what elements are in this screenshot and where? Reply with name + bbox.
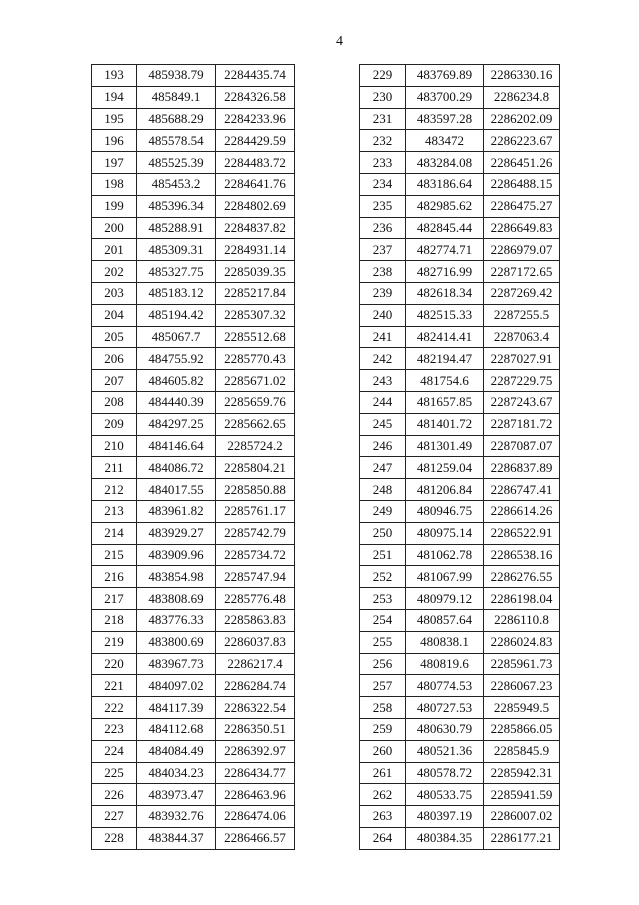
x-coordinate-cell: 481206.84 bbox=[406, 479, 484, 501]
table-row bbox=[92, 195, 295, 217]
point-number-cell: 259 bbox=[360, 718, 406, 740]
point-number-cell: 225 bbox=[92, 762, 137, 784]
point-number-cell: 226 bbox=[92, 784, 137, 806]
y-coordinate-cell: 2286475.27 bbox=[484, 195, 560, 217]
y-coordinate-cell: 2284641.76 bbox=[216, 173, 295, 195]
table-row bbox=[92, 217, 295, 239]
table-row bbox=[360, 391, 560, 413]
point-number-cell: 219 bbox=[92, 631, 137, 653]
table-row bbox=[360, 86, 560, 108]
table-row bbox=[92, 827, 295, 849]
y-coordinate-cell: 2284326.58 bbox=[216, 86, 295, 108]
x-coordinate-cell: 485327.75 bbox=[137, 261, 216, 283]
table-row bbox=[360, 413, 560, 435]
coordinates-table-left bbox=[91, 64, 295, 850]
point-number-cell: 196 bbox=[92, 130, 137, 152]
y-coordinate-cell: 2286463.96 bbox=[216, 784, 295, 806]
y-coordinate-cell: 2284931.14 bbox=[216, 239, 295, 261]
point-number-cell: 234 bbox=[360, 173, 406, 195]
x-coordinate-cell: 480578.72 bbox=[406, 762, 484, 784]
y-coordinate-cell: 2286451.26 bbox=[484, 152, 560, 174]
point-number-cell: 194 bbox=[92, 86, 137, 108]
y-coordinate-cell: 2285217.84 bbox=[216, 282, 295, 304]
x-coordinate-cell: 484086.72 bbox=[137, 457, 216, 479]
table-row bbox=[92, 457, 295, 479]
x-coordinate-cell: 481657.85 bbox=[406, 391, 484, 413]
table-row bbox=[92, 435, 295, 457]
point-number-cell: 201 bbox=[92, 239, 137, 261]
x-coordinate-cell: 480975.14 bbox=[406, 522, 484, 544]
table-row bbox=[360, 697, 560, 719]
y-coordinate-cell: 2285961.73 bbox=[484, 653, 560, 675]
y-coordinate-cell: 2285850.88 bbox=[216, 479, 295, 501]
y-coordinate-cell: 2286474.06 bbox=[216, 806, 295, 828]
table-row bbox=[360, 675, 560, 697]
table-row bbox=[360, 326, 560, 348]
table-row bbox=[360, 282, 560, 304]
y-coordinate-cell: 2286067.23 bbox=[484, 675, 560, 697]
y-coordinate-cell: 2287087.07 bbox=[484, 435, 560, 457]
point-number-cell: 246 bbox=[360, 435, 406, 457]
y-coordinate-cell: 2286614.26 bbox=[484, 500, 560, 522]
table-row bbox=[92, 609, 295, 631]
point-number-cell: 203 bbox=[92, 282, 137, 304]
x-coordinate-cell: 480857.64 bbox=[406, 609, 484, 631]
point-number-cell: 243 bbox=[360, 370, 406, 392]
point-number-cell: 199 bbox=[92, 195, 137, 217]
x-coordinate-cell: 485849.1 bbox=[137, 86, 216, 108]
x-coordinate-cell: 484084.49 bbox=[137, 740, 216, 762]
x-coordinate-cell: 480533.75 bbox=[406, 784, 484, 806]
y-coordinate-cell: 2287269.42 bbox=[484, 282, 560, 304]
table-row bbox=[360, 544, 560, 566]
point-number-cell: 216 bbox=[92, 566, 137, 588]
table-row bbox=[360, 566, 560, 588]
table-row bbox=[92, 566, 295, 588]
x-coordinate-cell: 480727.53 bbox=[406, 697, 484, 719]
table-row bbox=[92, 675, 295, 697]
page-number: 4 bbox=[336, 34, 343, 49]
y-coordinate-cell: 2286198.04 bbox=[484, 588, 560, 610]
point-number-cell: 244 bbox=[360, 391, 406, 413]
point-number-cell: 197 bbox=[92, 152, 137, 174]
y-coordinate-cell: 2285734.72 bbox=[216, 544, 295, 566]
y-coordinate-cell: 2284802.69 bbox=[216, 195, 295, 217]
point-number-cell: 231 bbox=[360, 108, 406, 130]
table-row bbox=[92, 239, 295, 261]
table-row bbox=[92, 522, 295, 544]
table-row bbox=[360, 762, 560, 784]
point-number-cell: 262 bbox=[360, 784, 406, 806]
y-coordinate-cell: 2286110.8 bbox=[484, 609, 560, 631]
y-coordinate-cell: 2285724.2 bbox=[216, 435, 295, 457]
point-number-cell: 218 bbox=[92, 609, 137, 631]
y-coordinate-cell: 2286276.55 bbox=[484, 566, 560, 588]
point-number-cell: 206 bbox=[92, 348, 137, 370]
x-coordinate-cell: 482985.62 bbox=[406, 195, 484, 217]
x-coordinate-cell: 484605.82 bbox=[137, 370, 216, 392]
table-row bbox=[92, 65, 295, 87]
y-coordinate-cell: 2286747.41 bbox=[484, 479, 560, 501]
point-number-cell: 222 bbox=[92, 697, 137, 719]
table-row bbox=[92, 261, 295, 283]
x-coordinate-cell: 483932.76 bbox=[137, 806, 216, 828]
table-row bbox=[92, 500, 295, 522]
point-number-cell: 207 bbox=[92, 370, 137, 392]
x-coordinate-cell: 482194.47 bbox=[406, 348, 484, 370]
y-coordinate-cell: 2286223.67 bbox=[484, 130, 560, 152]
table-row bbox=[92, 370, 295, 392]
y-coordinate-cell: 2284233.96 bbox=[216, 108, 295, 130]
y-coordinate-cell: 2286234.8 bbox=[484, 86, 560, 108]
table-row bbox=[360, 108, 560, 130]
table-row bbox=[360, 130, 560, 152]
x-coordinate-cell: 481067.99 bbox=[406, 566, 484, 588]
x-coordinate-cell: 485288.91 bbox=[137, 217, 216, 239]
y-coordinate-cell: 2286649.83 bbox=[484, 217, 560, 239]
y-coordinate-cell: 2286392.97 bbox=[216, 740, 295, 762]
y-coordinate-cell: 2286330.16 bbox=[484, 65, 560, 87]
table-row bbox=[92, 544, 295, 566]
point-number-cell: 257 bbox=[360, 675, 406, 697]
y-coordinate-cell: 2287255.5 bbox=[484, 304, 560, 326]
y-coordinate-cell: 2285671.02 bbox=[216, 370, 295, 392]
x-coordinate-cell: 480521.36 bbox=[406, 740, 484, 762]
x-coordinate-cell: 483929.27 bbox=[137, 522, 216, 544]
y-coordinate-cell: 2284435.74 bbox=[216, 65, 295, 87]
x-coordinate-cell: 485525.39 bbox=[137, 152, 216, 174]
y-coordinate-cell: 2286202.09 bbox=[484, 108, 560, 130]
x-coordinate-cell: 482618.34 bbox=[406, 282, 484, 304]
point-number-cell: 215 bbox=[92, 544, 137, 566]
y-coordinate-cell: 2286322.54 bbox=[216, 697, 295, 719]
point-number-cell: 212 bbox=[92, 479, 137, 501]
y-coordinate-cell: 2285307.32 bbox=[216, 304, 295, 326]
x-coordinate-cell: 482515.33 bbox=[406, 304, 484, 326]
y-coordinate-cell: 2285941.59 bbox=[484, 784, 560, 806]
y-coordinate-cell: 2285039.35 bbox=[216, 261, 295, 283]
y-coordinate-cell: 2285659.76 bbox=[216, 391, 295, 413]
x-coordinate-cell: 485578.54 bbox=[137, 130, 216, 152]
table-row bbox=[360, 784, 560, 806]
x-coordinate-cell: 483961.82 bbox=[137, 500, 216, 522]
y-coordinate-cell: 2286538.16 bbox=[484, 544, 560, 566]
table-row bbox=[92, 130, 295, 152]
x-coordinate-cell: 483967.73 bbox=[137, 653, 216, 675]
point-number-cell: 221 bbox=[92, 675, 137, 697]
x-coordinate-cell: 481754.6 bbox=[406, 370, 484, 392]
table-row bbox=[360, 348, 560, 370]
table-row bbox=[360, 588, 560, 610]
x-coordinate-cell: 484017.55 bbox=[137, 479, 216, 501]
x-coordinate-cell: 483769.89 bbox=[406, 65, 484, 87]
table-row bbox=[360, 653, 560, 675]
y-coordinate-cell: 2286837.89 bbox=[484, 457, 560, 479]
x-coordinate-cell: 483284.08 bbox=[406, 152, 484, 174]
y-coordinate-cell: 2285776.48 bbox=[216, 588, 295, 610]
x-coordinate-cell: 480979.12 bbox=[406, 588, 484, 610]
table-row bbox=[360, 435, 560, 457]
x-coordinate-cell: 484146.64 bbox=[137, 435, 216, 457]
x-coordinate-cell: 481401.72 bbox=[406, 413, 484, 435]
x-coordinate-cell: 482716.99 bbox=[406, 261, 484, 283]
point-number-cell: 258 bbox=[360, 697, 406, 719]
table-row bbox=[360, 173, 560, 195]
table-row bbox=[360, 261, 560, 283]
x-coordinate-cell: 483186.64 bbox=[406, 173, 484, 195]
table-row bbox=[92, 413, 295, 435]
coordinates-table-right bbox=[359, 64, 560, 850]
x-coordinate-cell: 484755.92 bbox=[137, 348, 216, 370]
table-row bbox=[360, 609, 560, 631]
y-coordinate-cell: 2286488.15 bbox=[484, 173, 560, 195]
y-coordinate-cell: 2285863.83 bbox=[216, 609, 295, 631]
y-coordinate-cell: 2286024.83 bbox=[484, 631, 560, 653]
point-number-cell: 251 bbox=[360, 544, 406, 566]
y-coordinate-cell: 2286434.77 bbox=[216, 762, 295, 784]
y-coordinate-cell: 2286217.4 bbox=[216, 653, 295, 675]
x-coordinate-cell: 485453.2 bbox=[137, 173, 216, 195]
y-coordinate-cell: 2285662.65 bbox=[216, 413, 295, 435]
table-row bbox=[92, 282, 295, 304]
x-coordinate-cell: 482845.44 bbox=[406, 217, 484, 239]
table-row bbox=[360, 740, 560, 762]
y-coordinate-cell: 2284429.59 bbox=[216, 130, 295, 152]
x-coordinate-cell: 485688.29 bbox=[137, 108, 216, 130]
x-coordinate-cell: 484440.39 bbox=[137, 391, 216, 413]
point-number-cell: 209 bbox=[92, 413, 137, 435]
point-number-cell: 250 bbox=[360, 522, 406, 544]
x-coordinate-cell: 483597.28 bbox=[406, 108, 484, 130]
point-number-cell: 253 bbox=[360, 588, 406, 610]
table-row bbox=[92, 806, 295, 828]
point-number-cell: 263 bbox=[360, 806, 406, 828]
y-coordinate-cell: 2285942.31 bbox=[484, 762, 560, 784]
point-number-cell: 247 bbox=[360, 457, 406, 479]
x-coordinate-cell: 480946.75 bbox=[406, 500, 484, 522]
table-row bbox=[92, 391, 295, 413]
point-number-cell: 264 bbox=[360, 827, 406, 849]
table-row bbox=[92, 653, 295, 675]
table-row bbox=[92, 326, 295, 348]
point-number-cell: 205 bbox=[92, 326, 137, 348]
table-row bbox=[360, 718, 560, 740]
table-row bbox=[360, 631, 560, 653]
table-row bbox=[92, 348, 295, 370]
x-coordinate-cell: 481062.78 bbox=[406, 544, 484, 566]
point-number-cell: 223 bbox=[92, 718, 137, 740]
point-number-cell: 255 bbox=[360, 631, 406, 653]
x-coordinate-cell: 484034.23 bbox=[137, 762, 216, 784]
point-number-cell: 240 bbox=[360, 304, 406, 326]
table-row bbox=[92, 718, 295, 740]
y-coordinate-cell: 2285770.43 bbox=[216, 348, 295, 370]
y-coordinate-cell: 2285845.9 bbox=[484, 740, 560, 762]
table-row bbox=[360, 370, 560, 392]
x-coordinate-cell: 480819.6 bbox=[406, 653, 484, 675]
x-coordinate-cell: 485309.31 bbox=[137, 239, 216, 261]
y-coordinate-cell: 2287027.91 bbox=[484, 348, 560, 370]
y-coordinate-cell: 2284483.72 bbox=[216, 152, 295, 174]
x-coordinate-cell: 484112.68 bbox=[137, 718, 216, 740]
point-number-cell: 213 bbox=[92, 500, 137, 522]
y-coordinate-cell: 2285742.79 bbox=[216, 522, 295, 544]
point-number-cell: 239 bbox=[360, 282, 406, 304]
point-number-cell: 211 bbox=[92, 457, 137, 479]
point-number-cell: 200 bbox=[92, 217, 137, 239]
x-coordinate-cell: 480774.53 bbox=[406, 675, 484, 697]
table-row bbox=[360, 827, 560, 849]
table-row bbox=[360, 217, 560, 239]
y-coordinate-cell: 2286522.91 bbox=[484, 522, 560, 544]
table-row bbox=[92, 697, 295, 719]
table-row bbox=[360, 522, 560, 544]
y-coordinate-cell: 2285804.21 bbox=[216, 457, 295, 479]
table-row bbox=[360, 152, 560, 174]
table-row bbox=[92, 86, 295, 108]
y-coordinate-cell: 2285761.17 bbox=[216, 500, 295, 522]
table-row bbox=[360, 304, 560, 326]
point-number-cell: 230 bbox=[360, 86, 406, 108]
y-coordinate-cell: 2287063.4 bbox=[484, 326, 560, 348]
y-coordinate-cell: 2286037.83 bbox=[216, 631, 295, 653]
point-number-cell: 238 bbox=[360, 261, 406, 283]
x-coordinate-cell: 485194.42 bbox=[137, 304, 216, 326]
point-number-cell: 204 bbox=[92, 304, 137, 326]
y-coordinate-cell: 2286284.74 bbox=[216, 675, 295, 697]
point-number-cell: 252 bbox=[360, 566, 406, 588]
x-coordinate-cell: 485938.79 bbox=[137, 65, 216, 87]
table-row bbox=[360, 195, 560, 217]
x-coordinate-cell: 482414.41 bbox=[406, 326, 484, 348]
y-coordinate-cell: 2286979.07 bbox=[484, 239, 560, 261]
x-coordinate-cell: 484097.02 bbox=[137, 675, 216, 697]
point-number-cell: 195 bbox=[92, 108, 137, 130]
point-number-cell: 229 bbox=[360, 65, 406, 87]
x-coordinate-cell: 480397.19 bbox=[406, 806, 484, 828]
table-row bbox=[360, 500, 560, 522]
point-number-cell: 237 bbox=[360, 239, 406, 261]
point-number-cell: 208 bbox=[92, 391, 137, 413]
point-number-cell: 245 bbox=[360, 413, 406, 435]
x-coordinate-cell: 483808.69 bbox=[137, 588, 216, 610]
x-coordinate-cell: 480838.1 bbox=[406, 631, 484, 653]
table-row bbox=[360, 806, 560, 828]
point-number-cell: 217 bbox=[92, 588, 137, 610]
x-coordinate-cell: 483854.98 bbox=[137, 566, 216, 588]
x-coordinate-cell: 483844.37 bbox=[137, 827, 216, 849]
x-coordinate-cell: 485396.34 bbox=[137, 195, 216, 217]
x-coordinate-cell: 483800.69 bbox=[137, 631, 216, 653]
table-row bbox=[360, 457, 560, 479]
y-coordinate-cell: 2286466.57 bbox=[216, 827, 295, 849]
point-number-cell: 235 bbox=[360, 195, 406, 217]
point-number-cell: 228 bbox=[92, 827, 137, 849]
y-coordinate-cell: 2287172.65 bbox=[484, 261, 560, 283]
point-number-cell: 241 bbox=[360, 326, 406, 348]
point-number-cell: 202 bbox=[92, 261, 137, 283]
y-coordinate-cell: 2287243.67 bbox=[484, 391, 560, 413]
table-row bbox=[360, 479, 560, 501]
y-coordinate-cell: 2287229.75 bbox=[484, 370, 560, 392]
point-number-cell: 249 bbox=[360, 500, 406, 522]
x-coordinate-cell: 481259.04 bbox=[406, 457, 484, 479]
y-coordinate-cell: 2285747.94 bbox=[216, 566, 295, 588]
y-coordinate-cell: 2286177.21 bbox=[484, 827, 560, 849]
y-coordinate-cell: 2286350.51 bbox=[216, 718, 295, 740]
point-number-cell: 220 bbox=[92, 653, 137, 675]
point-number-cell: 210 bbox=[92, 435, 137, 457]
x-coordinate-cell: 480630.79 bbox=[406, 718, 484, 740]
point-number-cell: 198 bbox=[92, 173, 137, 195]
table-row bbox=[92, 740, 295, 762]
table-row bbox=[92, 108, 295, 130]
y-coordinate-cell: 2285866.05 bbox=[484, 718, 560, 740]
x-coordinate-cell: 485067.7 bbox=[137, 326, 216, 348]
point-number-cell: 224 bbox=[92, 740, 137, 762]
point-number-cell: 256 bbox=[360, 653, 406, 675]
point-number-cell: 193 bbox=[92, 65, 137, 87]
x-coordinate-cell: 483700.29 bbox=[406, 86, 484, 108]
x-coordinate-cell: 483472 bbox=[406, 130, 484, 152]
x-coordinate-cell: 482774.71 bbox=[406, 239, 484, 261]
point-number-cell: 248 bbox=[360, 479, 406, 501]
point-number-cell: 214 bbox=[92, 522, 137, 544]
table-row bbox=[360, 239, 560, 261]
table-row bbox=[92, 152, 295, 174]
y-coordinate-cell: 2286007.02 bbox=[484, 806, 560, 828]
point-number-cell: 261 bbox=[360, 762, 406, 784]
y-coordinate-cell: 2287181.72 bbox=[484, 413, 560, 435]
x-coordinate-cell: 484117.39 bbox=[137, 697, 216, 719]
x-coordinate-cell: 480384.35 bbox=[406, 827, 484, 849]
point-number-cell: 254 bbox=[360, 609, 406, 631]
point-number-cell: 236 bbox=[360, 217, 406, 239]
point-number-cell: 227 bbox=[92, 806, 137, 828]
table-row bbox=[92, 173, 295, 195]
x-coordinate-cell: 481301.49 bbox=[406, 435, 484, 457]
x-coordinate-cell: 483776.33 bbox=[137, 609, 216, 631]
table-row bbox=[92, 762, 295, 784]
y-coordinate-cell: 2285949.5 bbox=[484, 697, 560, 719]
table-row bbox=[360, 65, 560, 87]
point-number-cell: 242 bbox=[360, 348, 406, 370]
x-coordinate-cell: 484297.25 bbox=[137, 413, 216, 435]
point-number-cell: 233 bbox=[360, 152, 406, 174]
x-coordinate-cell: 483909.96 bbox=[137, 544, 216, 566]
x-coordinate-cell: 483973.47 bbox=[137, 784, 216, 806]
table-row bbox=[92, 588, 295, 610]
table-row bbox=[92, 631, 295, 653]
point-number-cell: 232 bbox=[360, 130, 406, 152]
y-coordinate-cell: 2285512.68 bbox=[216, 326, 295, 348]
x-coordinate-cell: 485183.12 bbox=[137, 282, 216, 304]
point-number-cell: 260 bbox=[360, 740, 406, 762]
y-coordinate-cell: 2284837.82 bbox=[216, 217, 295, 239]
table-row bbox=[92, 784, 295, 806]
table-row bbox=[92, 479, 295, 501]
table-row bbox=[92, 304, 295, 326]
